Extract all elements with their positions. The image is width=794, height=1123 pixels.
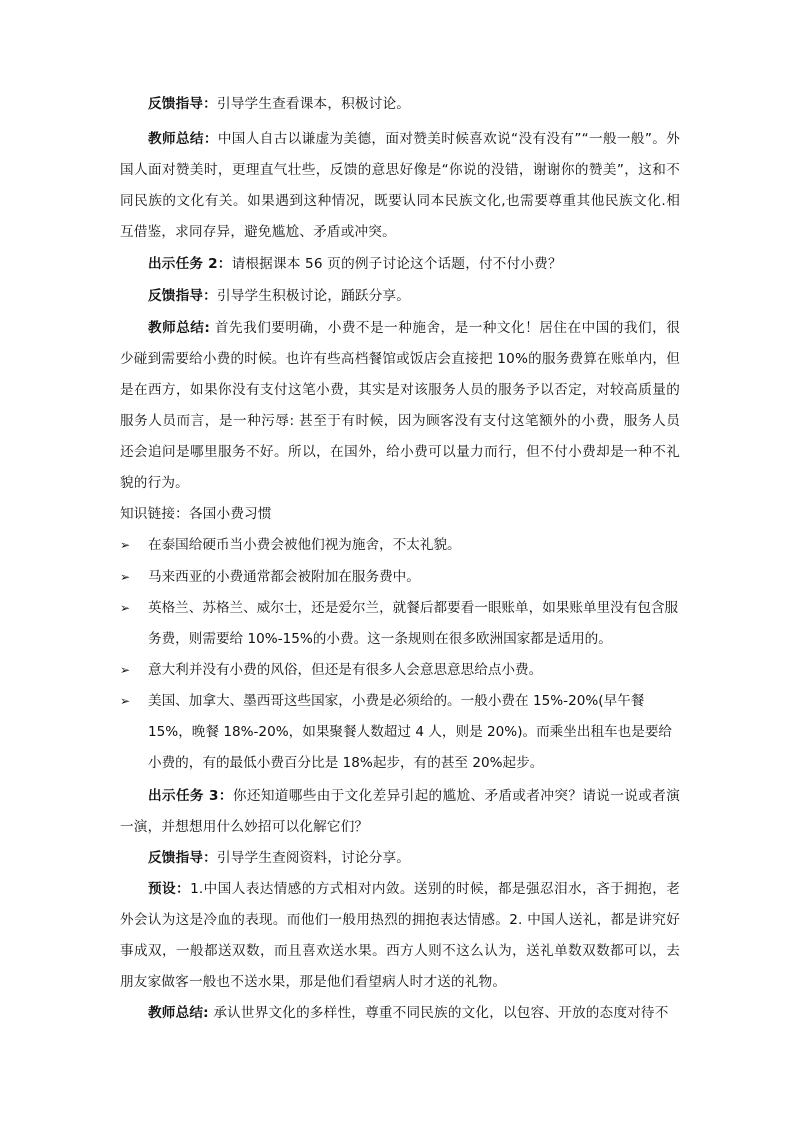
bullet-item [120, 593, 680, 655]
body-text: 首先我们要明确，小费不是一种施舍，是一种文化！居住在中国的我们，很少碰到需要给小费的时候。也许有些高档餐馆或饭店会直接把 10%的服务费算在账单内，但是在西方，如果你没有支付这笔小费，其实是对该服务人员的服务予以否定，对较高质量的服务人员而言，是一种污辱: 甚至于有时候，因为顾客没有支付这笔额外的小费，服务人员还会追问是哪里服务不好。所以，在国外，给小费可以量力而行，但不付小费却是一种不礼貌的行为。 [120, 320, 681, 491]
feedback-guidance-1 [120, 89, 680, 120]
label: 反馈指导： [148, 96, 217, 112]
arrow-bullet-icon: ➢ [120, 538, 131, 552]
bullet-text: 在泰国给硬币当小费会被他们视为施舍，不太礼貌。 [148, 537, 461, 553]
label: 预设： [148, 881, 191, 897]
label: 出示任务 3： [148, 788, 233, 804]
preset-answer [120, 874, 680, 998]
feedback-guidance-3 [120, 843, 680, 874]
body-text: 请根据课本 56 页的例子讨论这个话题，付不付小费？ [231, 256, 562, 272]
task-3 [120, 781, 680, 843]
bullet-item [120, 655, 680, 686]
label: 教师总结: [148, 320, 211, 336]
body-text: 引导学生积极讨论，踊跃分享。 [216, 288, 411, 304]
arrow-bullet-icon: ➢ [120, 694, 131, 708]
teacher-summary-1 [120, 124, 680, 248]
label: 反馈指导： [148, 288, 217, 304]
body-text: 引导学生查看课本，积极讨论。 [216, 96, 411, 112]
body-text: 中国人自古以谦虚为美德，面对赞美时候喜欢说“没有没有”“一般一般”。外国人面对赞美时，更理直气壮些，反馈的意思好像是“你说的没错，谢谢你的赞美”，这和不同民族的文化有关。如果遇到这种情况，既要认同本民族文化,也需要尊重其他民族文化.相互借鉴，求同存异，避免尴尬、矛盾或冲突。 [120, 131, 681, 240]
bullet-text: 英格兰、苏格兰、威尔士，还是爱尔兰，就餐后都要看一眼账单，如果账单里没有包含服务费，则需要给 10%-15%的小费。这一条规则在很多欧洲国家都是适用的。 [148, 600, 679, 647]
label: 反馈指导： [148, 850, 217, 866]
bullet-text: 马来西亚的小费通常都会被附加在服务费中。 [148, 569, 420, 585]
arrow-bullet-icon: ➢ [120, 601, 131, 615]
teacher-summary-2 [120, 313, 680, 499]
bullet-text: 意大利并没有小费的风俗，但还是有很多人会意思意思给点小费。 [148, 662, 543, 678]
label: 教师总结: [148, 1005, 209, 1021]
body-text: 你还知道哪些由于文化差异引起的尴尬、矛盾或者冲突？请说一说或者演一演，并想想用什么妙招可以化解它们？ [120, 788, 680, 835]
bullet-item [120, 686, 680, 779]
arrow-bullet-icon: ➢ [120, 570, 131, 584]
label: 教师总结： [148, 131, 218, 147]
feedback-guidance-2 [120, 281, 680, 312]
bullet-text: 美国、加拿大、墨西哥这些国家，小费是必须给的。一般小费在 15%-20%(早午餐 15%，晚餐 18%-20%，如果聚餐人数超过 4 人，则是 20%)。而乘坐出租车也是要给小费的，有的最低小费百分比是 18%起步，有的甚至 20%起步。 [148, 693, 673, 771]
body-text: 承认世界文化的多样性，尊重不同民族的文化，以包容、开放的态度对待不 [208, 1005, 669, 1021]
body-text: 引导学生查阅资料，讨论分享。 [216, 850, 411, 866]
task-2 [120, 249, 680, 280]
teacher-summary-3 [120, 998, 680, 1029]
body-text: 1.中国人表达情感的方式相对内敛。送别的时候，都是强忍泪水，吝于拥抱，老外会认为这是冷血的表现。而他们一般用热烈的拥抱表达情感。2. 中国人送礼，都是讲究好事成双，一般都送双数，而且喜欢送水果。西方人则不这么认为，送礼单数双数都可以，去朋友家做客一般也不送水果，那是他们看望病人时才送的礼物。 [120, 881, 680, 990]
arrow-bullet-icon: ➢ [120, 663, 131, 677]
bullet-item [120, 530, 680, 561]
label: 出示任务 2： [148, 256, 232, 272]
bullet-item [120, 562, 680, 593]
knowledge-link-title: 知识链接：各国小费习惯 [120, 506, 272, 522]
